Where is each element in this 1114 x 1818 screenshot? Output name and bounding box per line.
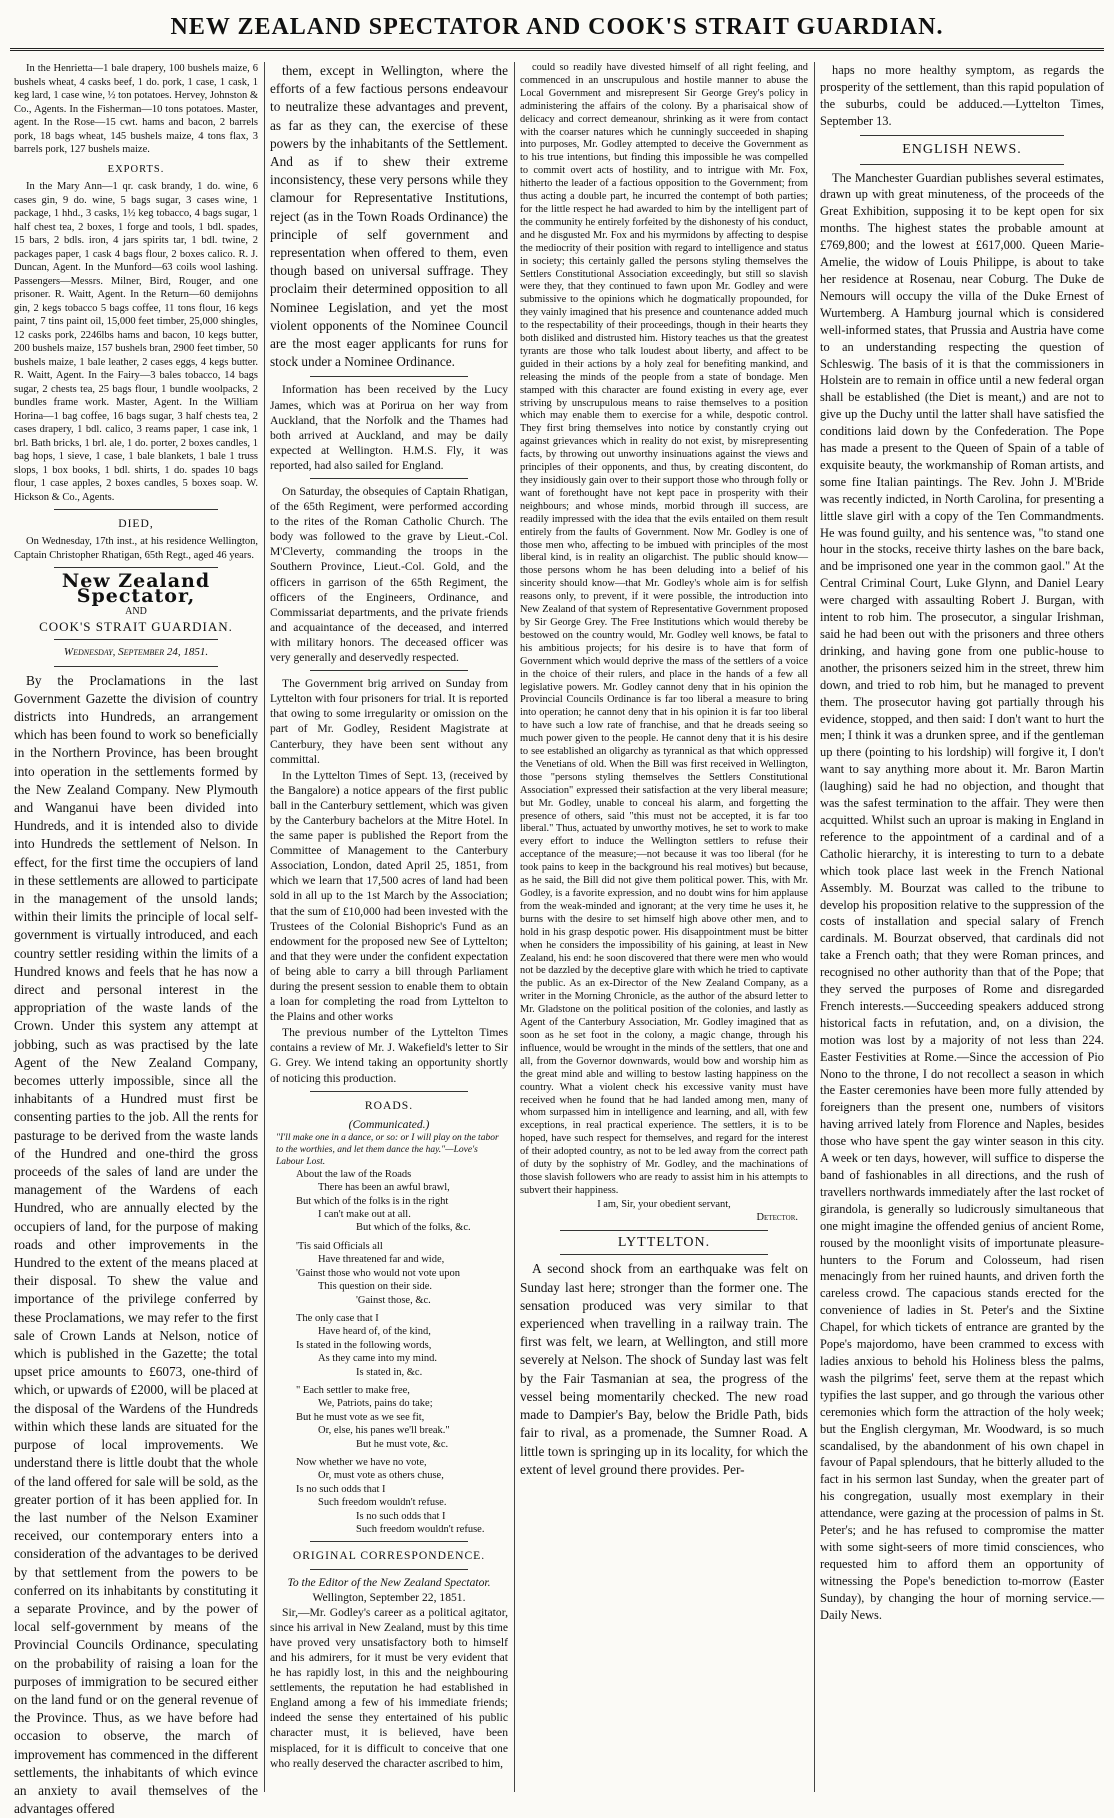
poem-line: Such freedom wouldn't refuse.: [356, 1524, 485, 1536]
poem-line: We, Patriots, pains do take;: [318, 1398, 433, 1410]
section-divider: [860, 135, 1064, 136]
poem-line: 'Tis said Officials all: [296, 1240, 383, 1252]
poem-line: As they came into my mind.: [318, 1353, 437, 1365]
correspondence-to: To the Editor of the New Zealand Spectator.: [287, 1575, 491, 1589]
correspondence-body: Sir,—Mr. Godley's career as a political agitator, since his arrival in New Zealand, must by this time have proved very unsatisfactory both to himself and his admirers, for it must be very evident that he has rapidly lost, in this and the neighbouring settlements, the reputation he had established in England among a few of his immediate friends; indeed the sense they entertained of his public character must, it is believed, have been misplaced, for it is difficult to conceive that one who really deserved the character ascribed to him,: [270, 1605, 508, 1770]
column-rule: [264, 62, 265, 1792]
lyttelton-heading: LYTTELTON.: [617, 1234, 711, 1250]
poem-line: But which of the folks, &c.: [356, 1222, 471, 1234]
poem-line: " Each settler to make free,: [296, 1384, 410, 1396]
poem-line: But which of the folks is in the right: [296, 1195, 449, 1207]
poem-line: But he must vote as we see fit,: [296, 1411, 425, 1423]
poem-line: Now whether we have no vote,: [296, 1456, 427, 1468]
poem-line: Is no such odds that I: [356, 1510, 446, 1522]
section-divider: [310, 376, 468, 377]
letter-continued: could so readily have divested himself of all right feeling, and commenced in an unscrupulous and hostile manner to abuse the Local Government and misrepresent Sir George Grey's policy in administering the affairs of the colony. By a pharisaical show of delicacy and correct demeanour, shrinking as it were from contact with the coarser natures which he cunningly succeeded in shaping into purposes, Mr. Godley attempted to deceive the Government as to his true intentions, but finding this impossible he was compelled to commit overt acts of hostility, and to intrigue with Mr. Fox, hitherto the leader of a factious opposition to the Government; from thus acting a double part, he incurred the contempt of both parties; for the little respect he had awarded to him by the intelligent part of the community he entirely forfeited by the dishonesty of his conduct, and he disgusted Mr. Fox and his myrmidons by affecting to despise the mediocrity of their position with regard to intelligence and status in society; this certainly galled the persons styling themselves the Settlers Constitutional Association exceedingly, but still so slavish were they, that they continued to fawn upon Mr. Godley and were submissive to the opinions which he dogmatically propounded, for they vainly imagined that his presence and countenance added much to the respectability of their proceedings, though in their hearts they both disliked and distrusted him. History teaches us that the greatest tyrants are those who talk loudest about liberty, and affect to be guided in their actions by a holy zeal for benefiting mankind, and releasing the minds of the people from a state of bondage. Men stamped with this character are found existing in every age, ever striving by unscrupulous means to raise themselves to a position which may enable them to exercise for a while, despotic control. They first bring themselves into notice by constantly crying out against grievances which in reality do not exist, by misrepresenting facts, by throwing out unworthy insinuations against the views and principles of their opponents, and thus, by creating discontent, do they insidiously gain over to their support those who through folly or want of forethought have not kept pace in prosperity with their neighbours; and whose minds, morbid through ill success, are readily impressed with the idea that the evils entailed on them result entirely from the faults of Government. Now Mr. Godley is one of those men who, affecting to be imbued with principles of the most liberal kind, is in reality an oligarchist. The public should know—those persons whom he has been deluding into a belief of his sincerity should know—that Mr. Godley's whole aim is for selfish reasons only, to prevent, if it were possible, the introduction into New Zealand of that system of Representative Government proposed by Sir George Grey. The Free Institutions which would thereby be bestowed on the country would, Mr. Godley well knows, be fatal to his ambitious projects; for his desire is to have that form of Government which would deprive the mass of the settlers of a voice in the choice of their rulers, and place in the hands of a few all legislative powers. Mr. Godley cannot deny that in his opinion the Provincial Councils Ordinance is far too liberal a measure to bring into operation; he cannot deny that in his opinion it is far too liberal to have such a low rate of franchise, and that he dreads seeing so much power given to the people. He cannot deny that it is his desire to see established an oligarchy as tyrannical as that which oppressed the Venetians of old. When the Bill was first received in Wellington, those "persons styling themselves the Settlers Constitutional Association" expressed their satisfaction at the very liberal measure; but Mr. Godley, unable to conceal his alarm, and forgetting the presence of others, said "this must not be accepted, it is far too liberal." Thus, actuated by unworthy motives, he set to work to make every effort to induce the Wellington settlers to refuse their acceptance of the measure;—not because it was too liberal (for he took pains to keep in the background his real motives) but because, as he said, the Bill did not give them political power. This, with Mr. Godley, is a favorite expression, and no doubt wins for him applause from the weak-minded and ignorant; at the very time he uses it, he burns with the desire to set himself high above other men, and to hold in his grasp despotic power. His disappointment must be bitter when he considers the impossibility of his gaining, at least in New Zealand, his end: he soon discovered that there were men who would not be dazzled by the deceptive glare with which he tried to captivate the public. As an ex-Director of the New Zealand Company, as a writer in the Morning Chronicle, as the author of the absurd letter to Mr. Gladstone on the political position of the colonies, and lastly as Agent of the Canterbury Association, Mr. Godley imagined that as soon as he set foot in the colony, a magic change, through his influence, would be wrought in the minds of the settlers, that one and all, from the Governor downwards, would bow and worship him as the great mind able and willing to bestow lasting happiness on the country. What a violent check his excessive vanity must have received when he found that he had landed among men, many of whom surpassed him in intelligence and learning, and all, with few exceptions, in real practical experience. The settlers, it is to be hoped, have such respect for themselves, and regard for the interest of their adopted country, as not to be led away from the correct path of duty by the sophistry of Mr. Godley, and the machinations of those slavish followers who are ready to assist him in his attempts to subvert their happiness.: [520, 62, 808, 1196]
letter-signoff: I am, Sir, your obedient servant,: [597, 1198, 731, 1210]
poem-line: Such freedom wouldn't refuse.: [318, 1497, 447, 1509]
section-divider: [310, 1091, 468, 1092]
exports-list: In the Mary Ann—1 qr. cask brandy, 1 do. wine, 6 cases gin, 9 do. wine, 5 bags sugar, 3 cases wine, 1 package, 1 hhd., 3 casks, 1½ keg tobacco, 4 bags sugar, 1 half chest tea, 2 boxes, 1 forge and tools, 1 bdl. spades, 15 bars, 2 bdls. iron, 4 jars spirits tar, 1 bdl. twine, 2 packages paper, 1 cask 4 bags flour, 2 boxes calico. R. J. Duncan, Agent. In the Munford—63 coils wool lashing. Passengers—Messrs. Milner, Bird, Rouger, and one prisoner. R. Waitt, Agent. In the Return—60 demijohns gin, 2 kegs tobacco 5 bags coffee, 11 tons flour, 16 kegs paint, 7 tins paint oil, 15,000 feet timber, 25,000 shingles, 12 casks pork, 2246lbs hams and bacon, 10 kegs butter, 200 bushels maize, 157 bushels bran, 2900 feet timber, 50 bushels maize, 1 bale leather, 2 cases eggs, 4 kegs butter. R. Waitt, Agent. In the Fairy—3 bales tobacco, 14 bags sugar, 2 chests tea, 25 bags flour, 1 bundle woolpacks, 2 bundles frame work. Master, Agent. In the William Horina—1 bag coffee, 16 bags sugar, 3 half chests tea, 2 cases drapery, 1 bdl. calico, 3 reams paper, 1 case ink, 1 brl. Bath bricks, 1 brl. ale, 1 do. porter, 2 boxes candles, 1 bag hops, 1 sieve, 1 case, 1 bale blankets, 1 bale 1 truss slops, 1 box books, 1 bdl. shirts, 1 do. spades 10 bags flour, 1 case apples, 2 boxes candles, 5 boxes soap. W. Hickson & Co., Agents.: [14, 181, 258, 503]
column-2: [270, 62, 508, 1792]
poem-line: Is stated in the following words,: [296, 1339, 432, 1351]
poem-line: The only case that I: [296, 1312, 379, 1324]
exports-heading: EXPORTS.: [107, 163, 165, 175]
died-notice: On Wednesday, 17th inst., at his residence Wellington, Captain Christopher Rhatigan, 65th Regt., aged 46 years.: [14, 536, 258, 561]
section-divider: [310, 478, 468, 479]
correspondence-heading: ORIGINAL CORRESPONDENCE.: [292, 1549, 486, 1563]
died-heading: DIED,: [118, 517, 154, 530]
section-divider: [310, 1541, 468, 1542]
masthead: NEW ZEALAND SPECTATOR AND COOK'S STRAIT GUARDIAN.: [170, 14, 944, 40]
paper-subtitle: COOK'S STRAIT GUARDIAN.: [39, 619, 233, 635]
poem-line: Or, else, his panes we'll break.": [318, 1425, 450, 1437]
section-divider: [560, 1230, 768, 1231]
roads-poem: [270, 1168, 508, 1537]
poem-line: But he must vote, &c.: [356, 1438, 449, 1450]
section-divider: [54, 639, 218, 640]
column-1: [14, 62, 258, 1817]
paper-and: AND: [125, 606, 147, 618]
news-item: On Saturday, the obsequies of Captain Rhatigan, of the 65th Regiment, were performed according to the rites of the Roman Catholic Church. The body was followed to the grave by Lieut.-Col. M'Cleverty, commanding the troops in the Southern Province, Lieut.-Col. Gold, and the officers in garrison of the 65th Regiment, the officers of the Engineers, Ordinance, and Commissariat departments, and the private friends and acquaintance of the deceased, and interred with military honors. The deceased officer was very generally and deservedly respected.: [270, 485, 508, 665]
paper-title: New Zealand Spectator,: [61, 570, 211, 608]
column-rule: [814, 62, 815, 1792]
roads-motto: "I'll make one in a dance, or so: or I will play on the tabor to the worthies, and let them dance the hay."—Love's Labour Lost.: [276, 1132, 499, 1167]
news-item: The Government brig arrived on Sunday from Lyttelton with four prisoners for trial. It is reported that owing to some irregularity or omission on the part of Mr. Godley, Resident Magistrate at Canterbury, they have been sent without any committal.: [270, 677, 508, 766]
letter-signature: Detector.: [756, 1211, 798, 1223]
section-divider: [54, 666, 218, 667]
news-item: The previous number of the Lyttelton Times contains a review of Mr. J. Wakefield's letter to Sir G. Grey. We intend taking an opportunity shortly of noticing this production.: [270, 1026, 508, 1085]
poem-line: I can't make out at all.: [318, 1209, 411, 1221]
section-divider: [310, 670, 468, 671]
imports-list: In the Henrietta—1 bale drapery, 100 bushels maize, 6 bushels wheat, 4 casks beef, 1 do. pork, 1 case, 1 cask, 1 keg lard, 1 case wine, ½ ton potatoes. Hervey, Johnston & Co., Agents. In the Fisherman—10 tons potatoes. Master, agent. In the Rose—15 cwt. hams and bacon, 2 barrels pork, 18 bags wheat, 145 bushels maize, 4 tons flax, 3 barrels pork, 127 bushels maize.: [14, 63, 258, 155]
section-divider: [54, 509, 218, 510]
paper-date: Wednesday, September 24, 1851.: [63, 646, 209, 659]
poem-line: 'Gainst those who would not vote upon: [296, 1267, 461, 1279]
poem-line: Have heard of, of the kind,: [318, 1326, 431, 1338]
section-divider: [860, 164, 1064, 165]
english-news-article: The Manchester Guardian publishes several estimates, drawn up with great minuteness, of the proceeds of the Great Exhibition, supposing it to be kept open for six months. The highest states the probable amount at £769,800; and the lowest at £617,000. Queen Marie-Amelie, the widow of Louis Philippe, is about to take her residence at Rosenau, near Coburg. The Duke de Nemours will occupy the villa of the Duke Ernest of Wurtemberg. A Hamburg journal which is considered well-informed states, that Prussia and Austria have come to an understanding respecting the question of Schleswig. The basis of it is that the commissioners in Holstein are to remain in office until a new federal organ shall be established (the Diet is meant,) and are not to give up the Duchy until the latter shall have satisfied the conditions laid down by the Confederation. The Pope has made a present to the Queen of Spain of a table of exquisite beauty, the workmanship of Roman artists, and some fine Italian paintings. The Rev. John J. M'Bride was recently indicted, in North Carolina, for presenting a little slave girl with a copy of the Ten Commandments. He was found guilty, and his sentence was, "to stand one hour in the stocks, receive thirty lashes on the bare back, and be imprisoned one year in the common gaol." At the Central Criminal Court, Luke Glynn, and Daniel Leary were charged with assaulting Robert J. Burgan, with intent to rob him. The prosecutor, a singular Irishman, said he had been out with the prisoners and three others drinking, and having gone from one public-house to another, the prisoners seized him in the street, threw him down, and tried to rob him, but he managed to prevent them. The prosecutor having got partially through his evidence, stopped, and then said: I don't want to hurt the men; I think it was a drunken spree, and if the gentleman up there (pointing to his lordship) will forgive it, I don't want to say anything more about it. Mr. Baron Martin (laughing) said he had no objection, and thought that was the safest termination to the affair. They were then acquitted. Whilst such an uproar is making in England in reference to the appointment of a cardinal and of a Catholic hierarchy, it is interesting to turn to a debate which took place last week in the French National Assembly. M. Bourzat was called to the tribune to develop his proposition relative to the suppression of the costs of installation and special salary of French cardinals. M. Bourzat observed, that cardinals did not take a French oath; that they were Roman princes, and recognised no other authority than that of the Pope; that they served the purposes of Rome and disregarded French interests.—Succeeding speakers adduced strong historical facts in refutation, and, on a division, the motion was lost by a majority of not less than 224. Easter Festivities at Rome.—Since the accession of Pio Nono to the throne, I do not recollect a season in which the Easter ceremonies have been more fully attended by foreigners than the present one, numbers of visitors having arrived lately from Florence and Naples, besides those who have spent the gay winter season in this city. A week or ten days, however, will suffice to disperse the band of fashionables in all directions, and the rush of travellers northwards immediately after the last rocket of girandola, is generally so ludicrously simultaneous that one might imagine the offended genius of ancient Rome, roused by the moonlight visits of importunate pleasure-hunters to the Forum and Colosseum, had risen menacingly from her ruined haunts, and driven forth the careless crowd. The capacious stands erected for the convenience of ladies in St. Peter's and the Sixtine Chapel, for which tickets of entrance are granted by the Pope's majordomo, have been crammed to excess with ladies anxious to behold his Holiness bless the palms, wash the pilgrims' feet, serve them at the repast which typifies the last supper, and go through the various other ceremonies which form the attraction of the holy week; but the English clergyman, Mr. Woodward, is so much scandalised, by the abandonment of his own chapel in favour of Papal splendours, that he bitterly alluded to the fact in his sermon last Sunday, when the greater part of his congregation, usually most exemplary in their attendance, were gazing at the procession of palms in St. Peter's; and he has refused to compromise the matter with some sight-seers of more timid consciences, who requested him to afford them an opportunity of witnessing the Pope's benediction to-morrow (Easter Sunday), by changing the hour of morning service.—Daily News.: [820, 170, 1104, 1622]
english-news-heading: ENGLISH NEWS.: [902, 141, 1022, 157]
poem-line: Is no such odds that I: [296, 1483, 386, 1495]
roads-communicated: (Communicated.): [348, 1117, 430, 1131]
poem-line: Or, must vote as others chuse,: [318, 1470, 444, 1482]
lyttelton-continued: haps no more healthy symptom, as regards the prosperity of the settlement, than this rapid population of the suburbs, could be adduced.—Lyttelton Times, September 13.: [820, 63, 1104, 128]
poem-line: About the law of the Roads: [296, 1168, 412, 1180]
column-rule: [514, 62, 515, 1792]
column-3: [520, 62, 808, 1792]
section-divider: [560, 1254, 768, 1255]
news-item: Information has been received by the Lucy James, which was at Porirua on her way from Auckland, that the Norfolk and the Thames had both arrived at Auckland, and may be daily expected at Wellington. H.M.S. Fly, it was reported, had also sailed for England.: [270, 383, 508, 472]
leader-article: By the Proclamations in the last Government Gazette the division of country districts into Hundreds, an arrangement which has been found to work so beneficially in the Northern Province, has been brought into operation in the settlements formed by the New Zealand Company. New Plymouth and Wanganui have been divided into Hundreds, and it is intended also to divide into Hundreds the settlement of Nelson. In effect, for the first time the occupiers of land in these settlements are allowed to participate in the management of the unsold lands; within their limits the principle of local self-government is virtually introduced, and each country settler residing within the limits of a Hundred knows and feels that he has now a direct and personal interest in the appropriation of the waste lands of the Crown. Under this system any attempt at jobbing, such as was practised by the late Agent of the New Zealand Company, becomes utterly impossible, since all the inhabitants of a Hundred must first be consenting parties to the job. All the rents for pasturage to be derived from the waste lands of the Hundred and one-third the gross proceeds of the sales of land are under the management of the Wardens of each Hundred, who are annually elected by the occupiers of land, for the purpose of making roads and other improvements in the Hundred to the extent of the means placed at their disposal. To shew the value and importance of the privilege conferred by these Proclamations, we may refer to the first sale of Crown Lands at Nelson, notice of which is published in the Gazette; the total upset price amounts to £6073, one-third of which, or upwards of £2000, will be placed at the disposal of the Wardens of the Hundreds within which these lands are situated for the purpose of local improvements. We understand there is little doubt that the whole of the land offered for sale will be sold, as the greater portion of it has been applied for. In the last number of the Nelson Examiner received, our contemporary enters into a consideration of the advantages to be derived by that settlement from the powers to be conferred on its inhabitants by constituting it a separate Province, and by the power of local self-government by means of the Provincial Councils Ordinance, speculating on the probability of raising a loan for the purposes of immigration to be secured either on the land fund or on the general revenue of the Province. Thus, as we have before had occasion to observe, the march of improvement has commenced in the different settlements, the inhabitants of which evince an anxiety to avail themselves of the advantages offered: [14, 672, 258, 1817]
masthead-rule: [10, 48, 1104, 51]
poem-line: Have threatened far and wide,: [318, 1254, 445, 1266]
correspondence-date: Wellington, September 22, 1851.: [312, 1590, 466, 1604]
section-divider: [310, 1569, 468, 1570]
poem-line: This question on their side.: [318, 1281, 433, 1293]
poem-line: There has been an awful brawl,: [318, 1182, 450, 1194]
roads-heading: ROADS.: [364, 1098, 414, 1112]
section-divider: [54, 567, 218, 568]
news-item: In the Lyttelton Times of Sept. 13, (received by the Bangalore) a notice appears of the first public ball in the Canterbury settlement, which was given by the Canterbury bachelors at the Mitre Hotel. In the same paper is published the Report from the Committee of Management to the Canterbury Association, London, dated April 25, 1851, from which we learn that 17,500 acres of land had been sold in all up to the 1st March by the Association; that the sum of £10,000 had been invested with the Trustees of the Colonial Bishopric's Fund as an endowment for the proposed new See of Lyttelton; and that they were under the confident expectation of being able to carry a bill through Parliament during the present session to enable them to obtain a loan for completing the road from Lyttelton to the Plains and other works: [270, 768, 508, 1024]
poem-line: Is stated in, &c.: [356, 1366, 423, 1378]
poem-line: 'Gainst those, &c.: [356, 1294, 431, 1306]
lyttelton-article: A second shock from an earthquake was felt on Sunday last here; stronger than the former one. The sensation produced was very similar to that experienced when travelling in a railway train. The first was felt, we learn, at Wellington, and still more severely at Nelson. The shock of Sunday last was felt by the Fair Tasmanian at sea, the progress of the vessel being momentarily checked. The new road made to Dampier's Bay, below the Bridle Path, bids fair to rival, as a promenade, the Sumner Road. A little town is springing up in its locality, for which the extent of level ground there provides. Per-: [520, 1261, 808, 1477]
leader-continued: them, except in Wellington, where the efforts of a few factious persons endeavour to neutralize these advantages and prevent, as far as they can, the exercise of these powers by the inhabitants of the Settlement. And as if to shew their extreme inconsistency, these very persons while they clamour for Representative Institutions, reject (as in the Town Roads Ordinance) the principle of self government and representation when offered to them, even though based on universal suffrage. They proclaim their determined opposition to all Nominee Legislation, and yet the most violent opponents of the Nominee Council are the most eager applicants for runs for stock under a Nominee Ordinance.: [270, 63, 508, 370]
column-4: [820, 62, 1104, 1792]
